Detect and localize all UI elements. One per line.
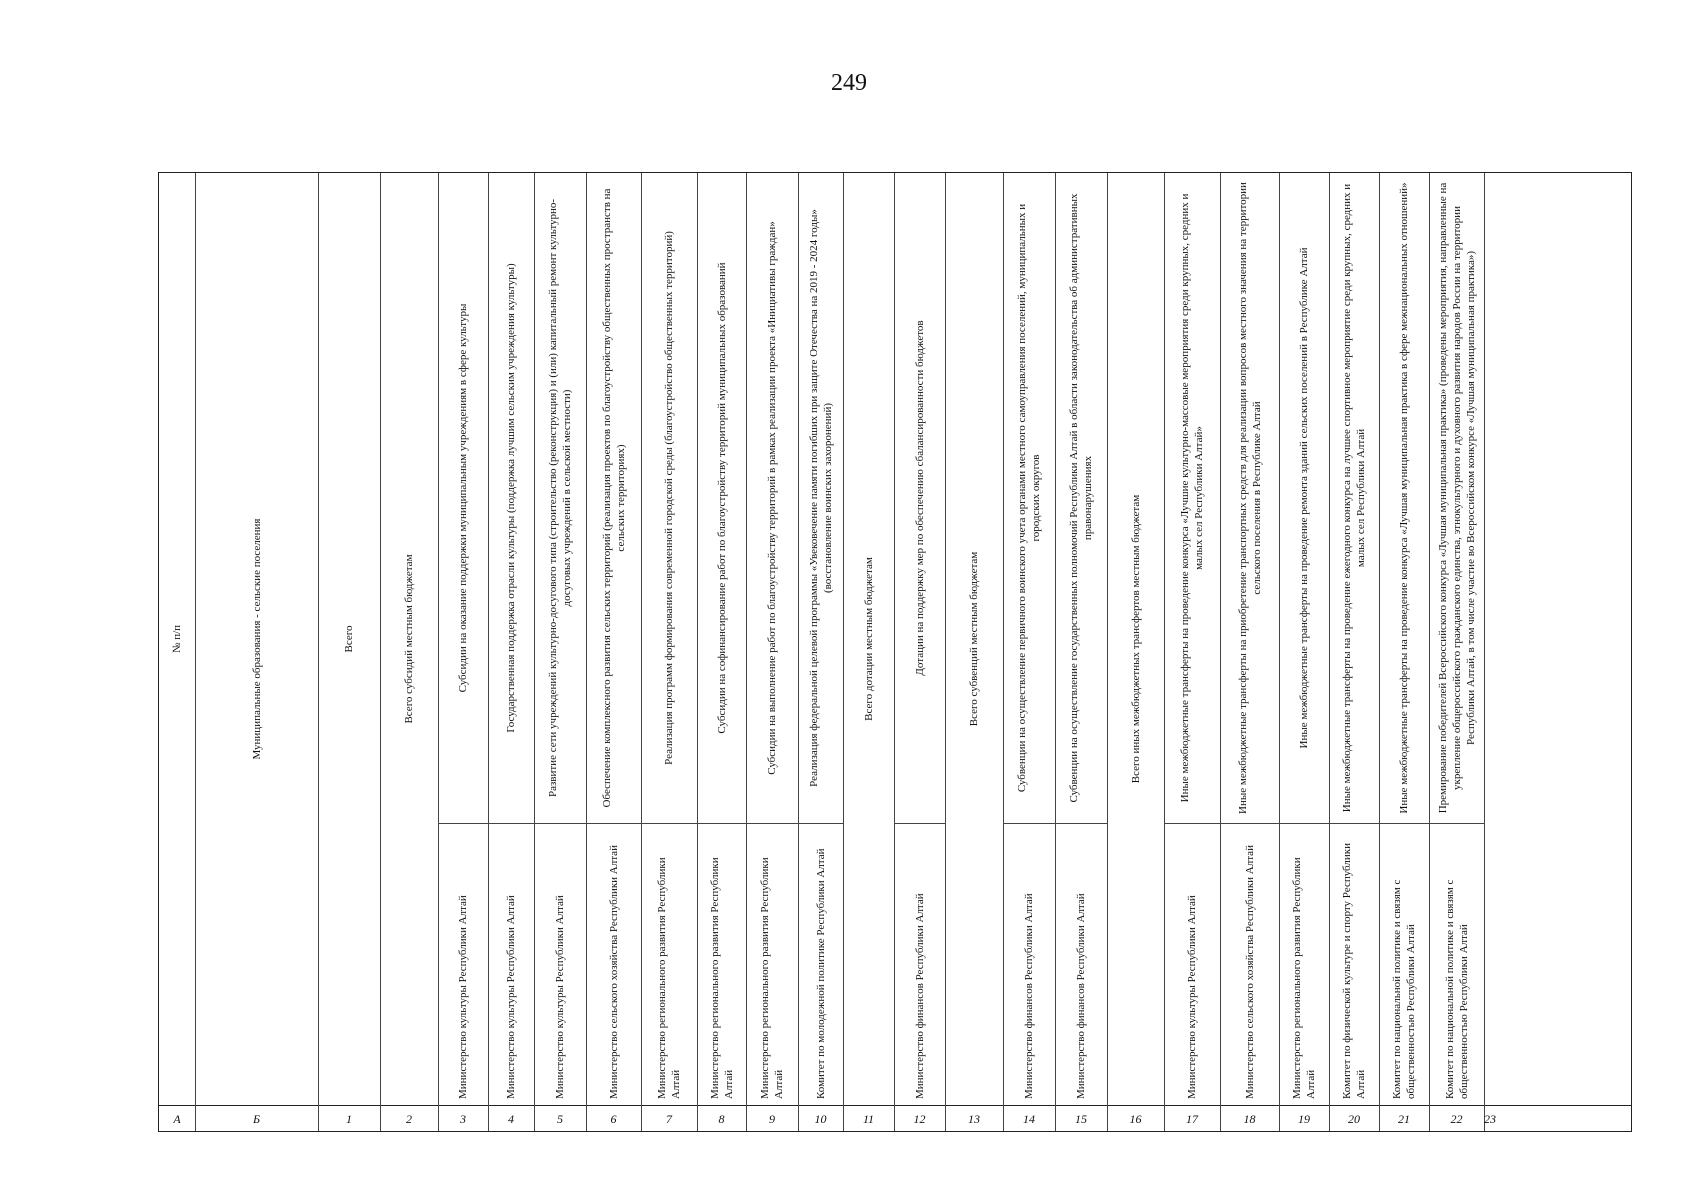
ministry-cell	[1055, 823, 1107, 1105]
column-index: 2	[406, 1112, 412, 1126]
ministry-text: Комитет по национальной политике и связям с общественностью Республики Алтай	[1391, 879, 1417, 1099]
ministry-text: Министерство регионального развития Республики Алтай	[656, 857, 682, 1099]
ministry-text: Комитет по молодежной политике Республики Алтай	[814, 848, 827, 1099]
column-index: 12	[913, 1112, 926, 1126]
column-header-text: Обеспечение комплексного развития сельских территорий (реализация проектов по благоустройству общественных пространств на сельских территориях)	[600, 188, 627, 808]
column-index: 23	[1484, 1112, 1496, 1126]
column-index: Б	[252, 1112, 261, 1126]
column-index: 6	[610, 1112, 617, 1126]
column-header-text: Реализация федеральной целевой программы «Увековечение памяти погибших при защите Отечества на 2019 - 2024 годы» (восстановление воинских захоронений)	[807, 209, 834, 787]
column-index: 21	[1398, 1112, 1410, 1126]
column-header-cell	[945, 173, 1003, 1105]
column-header-cell	[488, 173, 534, 823]
column-index: 19	[1298, 1112, 1310, 1126]
column-header-text: Всего	[343, 625, 355, 653]
column-header-cell	[1055, 173, 1107, 823]
column-header-text: № п/п	[171, 624, 183, 654]
column-header-cell	[1379, 173, 1429, 823]
ministry-cell	[438, 823, 488, 1105]
ministry-text: Министерство культуры Республики Алтай	[1186, 895, 1198, 1099]
column-header-cell	[1164, 173, 1220, 823]
column-header-cell	[798, 173, 843, 823]
ministry-text: Министерство культуры Республики Алтай	[457, 895, 469, 1099]
ministry-cell	[1429, 823, 1484, 1105]
column-header-text: Субсидии на софинансирование работ по благоустройству территорий муниципальных образований	[715, 262, 728, 734]
column-header-text: Всего субсидий местным бюджетам	[403, 554, 415, 724]
ministry-text: Комитет по физической культуре и спорту Республики Алтай	[1341, 843, 1367, 1099]
column-header-text: Государственная поддержка отрасли культуры (поддержка лучшим сельским учреждения культуры)	[505, 263, 517, 733]
column-index: 20	[1348, 1112, 1360, 1126]
column-index: 13	[968, 1112, 980, 1126]
column-header-cell	[1329, 173, 1379, 823]
column-header-text: Иные межбюджетные трансферты на приобретение транспортных средств для реализации вопросов местного значения на территории сельского поселения в Республике Алтай	[1236, 182, 1263, 814]
column-index: 14	[1023, 1112, 1035, 1126]
column-index: 11	[862, 1112, 875, 1126]
column-header-cell	[438, 173, 488, 823]
column-header-cell	[380, 173, 438, 1105]
column-header-text: Субсидии на оказание поддержки муниципальным учреждениям в сфере культуры	[457, 303, 469, 693]
column-header-text: Дотации на поддержку мер по обеспечению сбалансированности бюджетов	[913, 320, 926, 676]
column-header-text: Премирование победителей Всероссийского конкурса «Лучшая муниципальная практика» (проведены мероприятия, направленные на укрепление общероссийского гражданского единства, этнокультурного и духовного развития народов России на территории Республики Алтай, в том числе участие во Всероссийском конкурсе «Лучшая муниципальная практика»)	[1436, 182, 1477, 814]
ministry-text: Комитет по национальной политике и связям с общественностью Республики Алтай	[1443, 879, 1470, 1099]
ministry-text: Министерство культуры Республики Алтай	[554, 895, 566, 1099]
column-header-cell	[746, 173, 798, 823]
column-header-cell	[534, 173, 586, 823]
column-index: 15	[1075, 1112, 1087, 1126]
column-index: 8	[718, 1112, 725, 1126]
column-header-cell	[195, 173, 318, 1105]
column-header-text: Иные межбюджетные трансферты на проведение ремонта зданий сельских поселений в Республике Алтай	[1298, 247, 1310, 749]
ministry-cell	[488, 823, 534, 1105]
column-index: 16	[1129, 1112, 1142, 1126]
column-header-text: Субсидии на выполнение работ по благоустройству территорий в рамках реализации проекта «Инициативы граждан»	[766, 221, 778, 775]
ministry-cell	[798, 823, 843, 1105]
ministry-cell	[534, 823, 586, 1105]
column-index: 4	[508, 1112, 514, 1126]
column-index: 22	[1450, 1112, 1463, 1126]
ministry-cell	[586, 823, 641, 1105]
column-header-cell	[1279, 173, 1329, 823]
ministry-text: Министерство сельского хозяйства Республики Алтай	[607, 845, 620, 1099]
ministry-cell	[1279, 823, 1329, 1105]
column-index: 10	[814, 1112, 827, 1126]
ministry-cell	[1379, 823, 1429, 1105]
column-header-cell	[697, 173, 746, 823]
column-header-text: Всего дотации местным бюджетам	[862, 557, 875, 721]
ministry-text: Министерство культуры Республики Алтай	[505, 895, 517, 1099]
ministry-cell	[697, 823, 746, 1105]
ministry-cell	[1164, 823, 1220, 1105]
column-header-cell	[1429, 173, 1484, 823]
ministry-text: Министерство сельского хозяйства Республики Алтай	[1243, 845, 1256, 1099]
column-header-text: Всего иных межбюджетных трансфертов местным бюджетам	[1129, 494, 1142, 784]
column-index: А	[173, 1112, 181, 1126]
ministry-cell	[1003, 823, 1055, 1105]
column-header-text: Субвенции на осуществление первичного воинского учета органами местного самоуправления поселений, муниципальных и городских округов	[1016, 203, 1042, 793]
table-column	[1484, 173, 1485, 1131]
column-header-cell	[1003, 173, 1055, 823]
ministry-text: Министерство регионального развития Республики Алтай	[708, 857, 735, 1099]
ministry-cell	[641, 823, 697, 1105]
column-header-cell	[159, 173, 195, 1105]
ministry-text: Министерство финансов Республики Алтай	[913, 893, 926, 1099]
column-index: 1	[346, 1112, 352, 1126]
ministry-text: Министерство регионального развития Республики Алтай	[1291, 857, 1317, 1099]
column-header-text: Реализация программ формирования современной городской среды (благоустройство общественных территорий)	[663, 231, 675, 765]
ministry-text: Министерство финансов Республики Алтай	[1023, 893, 1035, 1099]
column-header-text: Развитие сети учреждений культурно-досугового типа (строительство (реконструкция) и (или) капитальный ремонт культурно-досуговых учреждений в сельской местности)	[547, 198, 573, 798]
ministry-text: Министерство финансов Республики Алтай	[1075, 893, 1087, 1099]
column-header-text: Иные межбюджетные трансферты на проведение ежегодного конкурса на лучшее спортивное мероприятие среди крупных, средних и малых сел Республики Алтай	[1341, 183, 1367, 813]
ministry-text: Министерство регионального развития Республики Алтай	[759, 857, 785, 1099]
column-header-text: Иные межбюджетные трансферты на проведение конкурса «Лучшая муниципальная практика в сфере межнациональных отношений»	[1398, 182, 1410, 814]
column-index: 9	[769, 1112, 775, 1126]
column-index: 17	[1186, 1112, 1198, 1126]
budget-table	[158, 172, 1632, 1132]
ministry-cell	[746, 823, 798, 1105]
column-index: 18	[1243, 1112, 1256, 1126]
column-index: 7	[666, 1112, 672, 1126]
column-header-cell	[894, 173, 945, 823]
column-header-cell	[1107, 173, 1164, 1105]
column-index: 5	[557, 1112, 563, 1126]
ministry-cell	[894, 823, 945, 1105]
column-header-cell	[641, 173, 697, 823]
column-header-text: Субвенции на осуществление государственных полномочий Республики Алтай в области законодательства об административных правонарушениях	[1068, 193, 1094, 803]
column-header-text: Всего субвенций местным бюджетам	[968, 551, 980, 727]
column-header-text: Муниципальные образования - сельские поселения	[250, 518, 263, 760]
ministry-cell	[1220, 823, 1279, 1105]
column-header-cell	[843, 173, 894, 1105]
column-header-cell	[586, 173, 641, 823]
ministry-cell	[1329, 823, 1379, 1105]
column-header-text: Иные межбюджетные трансферты на проведение конкурса «Лучшие культурно-массовые мероприятия среди крупных, средних и малых сел Республики Алтай»	[1179, 193, 1205, 803]
column-header-cell	[1220, 173, 1279, 823]
page-number: 249	[831, 70, 867, 96]
column-index: 3	[460, 1112, 466, 1126]
column-header-cell	[318, 173, 380, 1105]
